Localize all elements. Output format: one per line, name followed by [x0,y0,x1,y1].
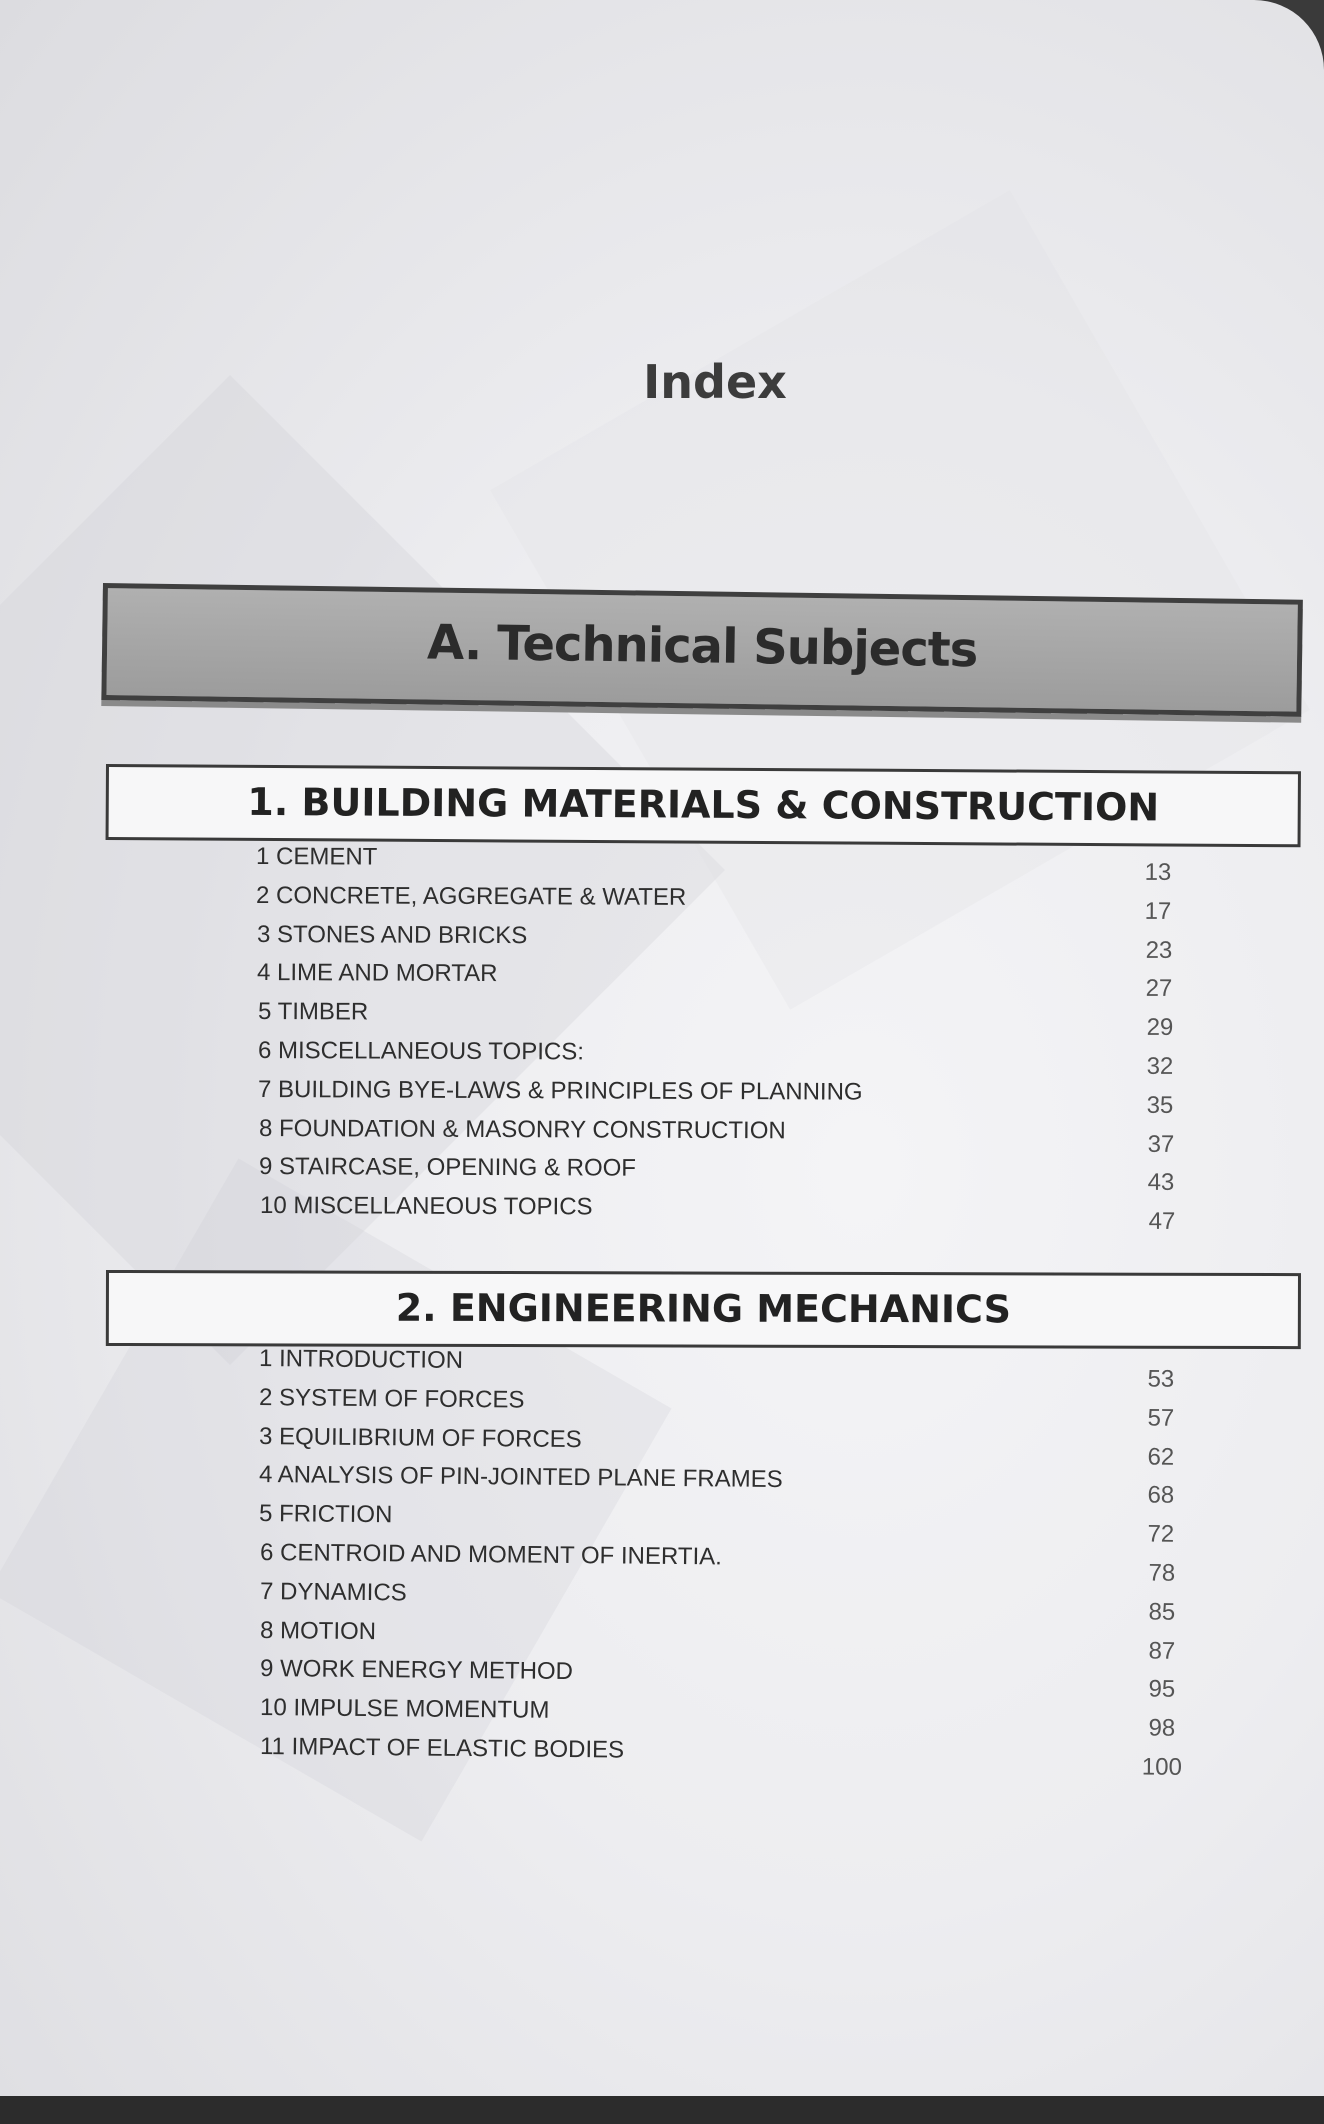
toc-entry [259,1153,1189,1195]
toc-entry-page-number: 17 [1144,897,1172,925]
toc-entry-page-number: 37 [1147,1130,1175,1158]
toc-entry-page-number: 32 [1146,1052,1174,1080]
toc-entry-page-number: 68 [1147,1481,1175,1510]
section-title: 1. BUILDING MATERIALS & CONSTRUCTION [247,779,1160,830]
toc-entry-label: 7 BUILDING BYE-LAWS & PRINCIPLES OF PLANNING [258,1075,864,1106]
toc-entry [256,843,1186,885]
toc-entry-label: 7 DYNAMICS [259,1577,407,1607]
toc-entry-page-number: 23 [1145,936,1173,964]
toc-entry [257,959,1187,1001]
toc-entry-page-number: 78 [1147,1559,1175,1587]
toc-entry-page-number: 13 [1144,858,1172,886]
page-title: Index [643,355,787,409]
toc-entry [260,1192,1190,1234]
toc-entry [258,1037,1188,1079]
toc-entry-label: 4 ANALYSIS OF PIN-JOINTED PLANE FRAMES [259,1461,784,1494]
toc-entry-page-number: 43 [1147,1169,1175,1197]
toc-entry-page-number: 35 [1146,1091,1174,1119]
toc-entry-label: 4 LIME AND MORTAR [257,959,498,988]
toc-entry-label: 9 STAIRCASE, OPENING & ROOF [259,1153,637,1183]
toc-entry-label: 1 INTRODUCTION [258,1345,464,1374]
toc-entry-label: 9 WORK ENERGY METHOD [259,1655,573,1686]
toc-entry-label: 8 FOUNDATION & MASONRY CONSTRUCTION [258,1114,786,1144]
toc-entry [256,882,1186,924]
toc-entry-page-number: 57 [1147,1404,1175,1432]
toc-entry-label: 10 IMPULSE MOMENTUM [259,1694,550,1724]
toc-entry-label: 6 CENTROID AND MOMENT OF INERTIA. [259,1539,722,1571]
toc-entry-label: 3 STONES AND BRICKS [256,920,528,949]
toc-entry [258,1076,1188,1118]
toc-entry-label: 2 SYSTEM OF FORCES [259,1383,525,1414]
toc-entry-page-number: 72 [1147,1520,1175,1548]
toc-entry-label: 8 MOTION [259,1616,376,1645]
toc-entry-label: 2 CONCRETE, AGGREGATE & WATER [256,881,687,911]
toc-entry-label: 10 MISCELLANEOUS TOPICS [259,1192,593,1221]
toc-entry [259,1115,1189,1157]
toc-entry-page-number: 98 [1148,1714,1176,1742]
toc-entry-label: 11 IMPACT OF ELASTIC BODIES [259,1733,625,1764]
page-bottom-edge [0,2096,1324,2124]
toc-entry-page-number: 85 [1148,1598,1175,1626]
toc-entry [257,921,1187,963]
toc-entry-page-number: 53 [1147,1365,1175,1393]
section-header-building-materials [106,764,1301,847]
toc-entry-page-number: 62 [1147,1443,1175,1471]
toc-entry-label: 5 TIMBER [257,998,368,1026]
toc-entry [258,998,1188,1040]
toc-entry-page-number: 87 [1148,1637,1176,1665]
toc-entry-label: 1 CEMENT [255,843,378,871]
toc-entry-page-number: 47 [1148,1208,1175,1236]
toc-entry-label: 6 MISCELLANEOUS TOPICS: [257,1037,584,1066]
section-header-engineering-mechanics [106,1270,1301,1349]
toc-entry-page-number: 27 [1145,975,1173,1003]
toc-entry-label: 5 FRICTION [259,1500,393,1529]
toc-entry-label: 3 EQUILIBRIUM OF FORCES [259,1422,583,1453]
toc-entry-page-number: 29 [1146,1014,1173,1042]
toc-entry-page-number: 100 [1141,1753,1183,1781]
toc-entry-page-number: 95 [1148,1675,1176,1704]
category-banner [101,583,1303,717]
section-title: 2. ENGINEERING MECHANICS [395,1285,1012,1332]
category-banner-title: A. Technical Subjects [426,614,978,679]
